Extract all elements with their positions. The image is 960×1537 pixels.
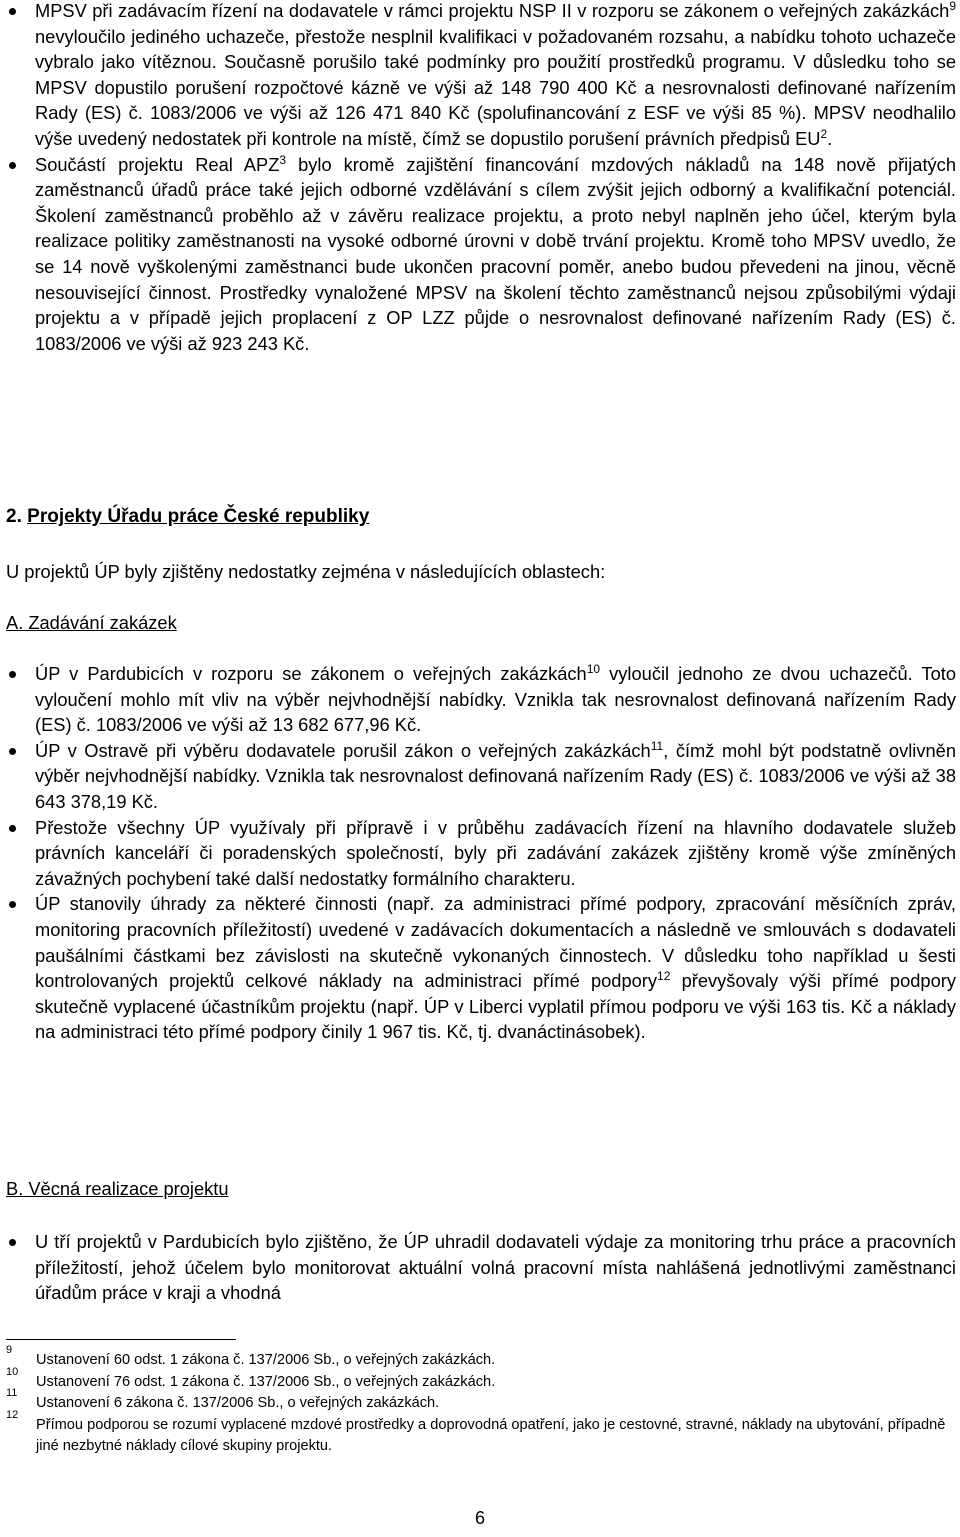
footnote	[6, 1387, 956, 1415]
footnote-text: Ustanovení 6 zákona č. 137/2006 Sb., o veřejných zakázkách.	[36, 1395, 440, 1411]
footnote-divider	[6, 1339, 236, 1340]
footnote-number: 10	[6, 1365, 19, 1378]
footnotes	[6, 1344, 956, 1458]
footnote-number: 9	[6, 1344, 13, 1356]
item-text: .	[827, 127, 833, 149]
item-text: ÚP v Pardubicích v rozporu se zákonem o veřejných zakázkách	[35, 663, 587, 684]
item-text: , čímž mohl být podstatně ovlivněn výběr nejvhodnější nabídky. Vznikla tak nesrovnalost definovaná nařízením Rady (ES) č. 1083/2006 ve výši až 38 643 378,19 Kč.	[35, 739, 956, 812]
list-item	[6, 815, 956, 892]
bullet-icon	[9, 901, 16, 908]
footnote-ref: 11	[650, 738, 664, 753]
footnote-ref: 9	[949, 0, 956, 13]
item-text: MPSV při zadávacím řízení na dodavatele v rámci projektu NSP II v rozporu se zákonem o veřejných zakázkách	[35, 0, 950, 21]
footnote-ref: 2	[820, 126, 828, 141]
item-text: nevyloučilo jediného uchazeče, přestože nesplnil kvalifikaci v požadovaném rozsahu, a nabídku tohoto uchazeče vybralo jako vítěznou. Současně porušilo také podmínky pro použití prostředků programu. V důsledku toho se MPSV dopustilo porušení rozpočtové kázně ve výši až 148 790 400 Kč a nesrovnalosti definované nařízením Rady (ES) č. 1083/2006 ve výši až 126 471 840 Kč (spolufinancování z ESF ve výši 85 %). MPSV neodhalilo výše uvedený nedostatek při kontrole na místě, čímž se dopustilo porušení právních předpisů EU	[35, 25, 956, 149]
list-item	[6, 738, 956, 815]
list-item	[6, 0, 956, 152]
section-heading	[6, 504, 369, 530]
bullet-icon	[9, 748, 16, 755]
footnote-number: 11	[6, 1387, 18, 1399]
bullet-icon	[9, 1239, 16, 1246]
bullet-icon	[9, 162, 16, 169]
item-text: ÚP stanovily úhrady za některé činnosti (např. za administraci přímé podpory, zpracování měsíčních zpráv, monitoring pracovních příležitostí) uvedené v zadávacích dokumentacích a následně ve smlouvách s dodavateli paušálními částkami bez závislosti na skutečně vykonaných činnostech. V důsledku toho například u šesti kontrolovaných projektů celkové náklady na administraci přímé podpory	[35, 893, 956, 992]
item-text: U tří projektů v Pardubicích bylo zjištěno, že ÚP uhradil dodavateli výdaje za monitoring trhu práce a pracovních příležitostí, jehož účelem bylo monitorovat aktuální volná pracovní místa nahlášená jednotlivými zaměstnanci úřadům práce v kraji a vhodná	[35, 1231, 956, 1304]
section-intro: U projektů ÚP byly zjištěny nedostatky zejména v následujících oblastech:	[6, 561, 606, 582]
section-number: 2.	[6, 506, 22, 527]
footnote-text: Ustanovení 76 odst. 1 zákona č. 137/2006 Sb., o veřejných zakázkách.	[36, 1373, 496, 1390]
bullet-list-zadavani	[6, 661, 956, 1045]
footnote-text: Ustanovení 60 odst. 1 zákona č. 137/2006 Sb., o veřejných zakázkách.	[36, 1352, 496, 1368]
bullet-icon	[9, 671, 16, 678]
footnote	[6, 1344, 956, 1372]
footnote-text: Přímou podporou se rozumí vyplacené mzdové prostředky a doprovodná opatření, jako je cestovné, stravné, náklady na ubytování, případně jiné nezbytné náklady cílové skupiny projektu.	[36, 1416, 946, 1454]
item-text: vyloučil jednoho ze dvou uchazečů. Toto vyloučení mohlo mít vliv na výběr nejvhodnější nabídky. Vznikla tak nesrovnalost definovaná nařízením Rady (ES) č. 1083/2006 ve výši až 13 682 677,96 Kč.	[35, 663, 956, 736]
list-item	[6, 152, 956, 357]
list-item	[6, 661, 956, 738]
subsection-heading-b: B. Věcná realizace projektu	[6, 1178, 229, 1199]
item-text: Přestože všechny ÚP využívaly při přípravě i v průběhu zadávacích řízení na hlavního dodavatele služeb právních kanceláří či poradenských společností, byly při zadávání zakázek zjištěny kromě výše zmíněných závažných pochybení také další nedostatky formálního charakteru.	[35, 816, 956, 889]
bullet-icon	[9, 8, 16, 15]
item-text: Součástí projektu Real APZ	[35, 153, 280, 175]
bullet-list-realizace	[6, 1229, 956, 1306]
page-number: 6	[474, 1508, 485, 1528]
bullet-icon	[9, 825, 16, 832]
footnote	[6, 1408, 956, 1458]
footnote	[6, 1365, 956, 1394]
footnote-ref: 3	[279, 152, 287, 167]
bullet-list-mpsv	[6, 0, 956, 356]
section-title: Projekty Úřadu práce České republiky	[27, 506, 370, 527]
footnote-number: 12	[6, 1408, 19, 1421]
footnote-ref: 12	[657, 969, 671, 984]
subsection-heading-a: A. Zadávání zakázek	[6, 612, 177, 633]
item-text: ÚP v Ostravě při výběru dodavatele porušil zákon o veřejných zakázkách	[35, 739, 651, 761]
footnote-ref: 10	[586, 661, 601, 676]
item-text: bylo kromě zajištění financování mzdových nákladů na 148 nově přijatých zaměstnanců úřadů práce také jejich odborné vzdělávání s cílem zvýšit jejich odborný a kvalifikační potenciál. Školení zaměstnanců proběhlo až v závěru realizace projektu, a proto nebyl naplněn jeho účel, kterým byla realizace politiky zaměstnanosti na vysoké odborné úrovni v době trvání projektu. Kromě toho MPSV uvedlo, že se 14 nově vyškolenými zaměstnanci bude ukončen pracovní poměr, anebo budou převedeni na jinou, věcně nesouvisející činnost. Prostředky vynaložené MPSV na školení těchto zaměstnanců nejsou způsobilými výdaji projektu a v případě jejich proplacení z OP LZZ půjde o nesrovnalost definované nařízením Rady (ES) č. 1083/2006 ve výši až 923 243 Kč.	[35, 153, 956, 354]
list-item	[6, 1229, 956, 1306]
item-text: převyšovaly výši přímé podpory skutečně vyplacené účastníkům projektu (např. ÚP v Liberci vyplatil přímou podporu ve výši 163 tis. Kč a náklady na administraci této přímé podpory činily 1 967 tis. Kč, tj. dvanáctinásobek).	[35, 970, 956, 1043]
list-item	[6, 891, 956, 1045]
